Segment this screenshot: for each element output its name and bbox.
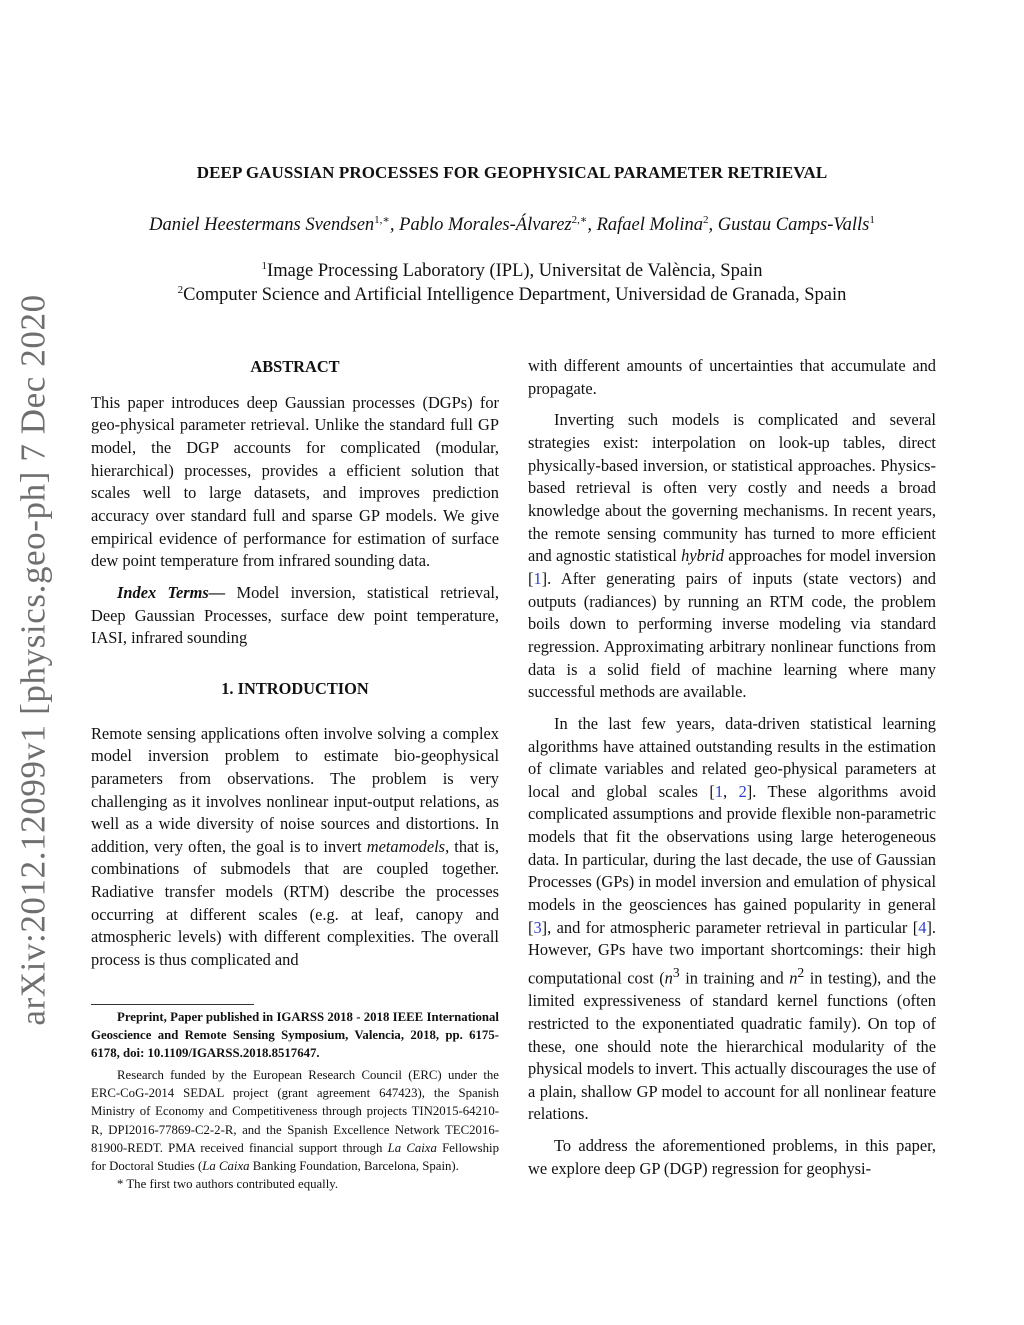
arxiv-identifier: arXiv:2012.12099v1 [physics.geo-ph] 7 Dec 2020 (14, 294, 54, 1026)
left-column (91, 355, 499, 972)
author-name: Rafael Molina (596, 215, 703, 236)
citation-link[interactable]: 2 (738, 781, 747, 801)
citation-link[interactable]: 1 (533, 568, 542, 588)
footnotes (91, 1008, 499, 1193)
footnote-preprint: Preprint, Paper published in IGARSS 2018 - 2018 IEEE International Geoscience and Remote Sensing Symposium, Valencia, 2018, pp. 6175-6178, doi: 10.1109/IGARSS.2018.8517647. (91, 1010, 499, 1061)
author-mark: 1 (869, 214, 875, 226)
author-name: Daniel Heestermans Svendsen (149, 215, 375, 236)
intro-paragraph: In the last few years, data-driven statistical learning algorithms have attained outstanding results in the estimation of climate variables and related geo-physical parameters at local and global scales [1, 2]. These algorithms avoid complicated assumptions and provide flexible non-parametric models that fit the observations using large heterogeneous data. In particular, during the last decade, the use of Gaussian Processes (GPs) in model inversion and emulation of physical models in the geosciences has gained popularity in general [3], and for atmospheric parameter retrieval in particular [4]. However, GPs have two important shortcomings: their high computational cost ($n^3$ in training and $n^2$ in testing), and the limited expressiveness of standard kernel functions (often restricted to the exponentiated quadratic family). On top of these, one should note the hierarchical modularity of the physical models to invert. This actually discourages the use of a plain, shallow GP model to account for all nonlinear feature relations. (528, 713, 936, 1124)
arxiv-sidebar-stamp (4, 294, 64, 1026)
abstract-heading: ABSTRACT (250, 357, 340, 376)
intro-paragraph-continued: with different amounts of uncertainties that accumulate and propagate. (528, 356, 936, 398)
intro-paragraph: Inverting such models is complicated and several strategies exist: interpolation on look-up tables, direct physically-based inversion, or statistical approaches. Physics-based retrieval is often very costly and needs a broad knowledge about the governing mechanisms. In recent years, the remote sensing community has turned to more efficient and agnostic statistical hybrid approaches for model inversion [1]. After generating pairs of inputs (state vectors) and outputs (radiances) by running an RTM code, the problem boils down to performing inverse modeling via standard regression. Approximating arbitrary nonlinear functions from data is a solid field of machine learning where many successful methods are available. (528, 410, 936, 702)
affiliation: $^2$Computer Science and Artificial Intelligence Department, Universidad de Granada, Spain (177, 284, 847, 306)
author-list: Daniel Heestermans Svendsen$^{1,∗}$, Pablo Morales-Álvarez$^{2,∗}$, Rafael Molina$^2$, Gustau Camps-Valls$^1$ (149, 214, 875, 236)
citation-link[interactable]: 3 (533, 917, 542, 937)
section-heading: 1. INTRODUCTION (221, 678, 369, 698)
paper-title: DEEP GAUSSIAN PROCESSES FOR GEOPHYSICAL PARAMETER RETRIEVAL (196, 163, 828, 182)
intro-paragraph: Remote sensing applications often involve solving a complex model inversion problem to estimate bio-geophysical parameters from observations. The problem is very challenging as it involves nonlinear input-output relations, as well as a wide diversity of noise sources and distortions. In addition, very often, the goal is to invert metamodels, that is, combinations of submodels that are coupled together. Radiative transfer models (RTM) describe the processes occurring at different scales (e.g. at leaf, canopy and atmospheric levels) with different complexities. The overall process is thus complicated and (91, 723, 499, 970)
author-mark: 1,∗ (374, 214, 390, 226)
affiliation: $^1$Image Processing Laboratory (IPL), Universitat de València, Spain (261, 260, 763, 282)
citation-link[interactable]: 4 (918, 917, 927, 937)
index-terms-label: Index Terms— (117, 582, 226, 602)
author-mark: 2 (702, 214, 709, 226)
index-terms: Index Terms— Model inversion, statistical retrieval, Deep Gaussian Processes, surface dew point temperature, IASI, infrared sounding (91, 582, 499, 648)
citation-link[interactable]: 1 (714, 781, 724, 801)
footnote-funding: Research funded by the European Research Council (ERC) under the ERC-CoG-2014 SEDAL project (grant agreement 647423), the Spanish Ministry of Economy and Competitiveness through projects TIN2015-64210-R, DPI2016-77869-C2-2-R, and the Spanish Excellence Network TEC2016-81900-REDT. PMA received financial support through La Caixa Fellowship for Doctoral Studies (La Caixa Banking Foundation, Barcelona, Spain). (91, 1068, 499, 1173)
footnote-divider (91, 1004, 254, 1005)
author-name: Pablo Morales-Álvarez (399, 215, 572, 236)
footnote-equal-contribution: * The first two authors contributed equally. (117, 1176, 339, 1191)
right-column (528, 355, 936, 1180)
author-name: Gustau Camps-Valls (717, 215, 870, 236)
intro-paragraph: To address the aforementioned problems, in this paper, we explore deep GP (DGP) regression for geophysi- (528, 1136, 936, 1178)
author-mark: 2,∗ (571, 214, 588, 226)
abstract-text: This paper introduces deep Gaussian processes (DGPs) for geo-physical parameter retrieval. Unlike the standard full GP model, the DGP accounts for complicated (modular, hierarchical) processes, provides a efficient solution that scales well to large datasets, and improves prediction accuracy over standard full and sparse GP models. We give empirical evidence of performance for estimation of surface dew point temperature from infrared sounding data. (91, 392, 499, 571)
